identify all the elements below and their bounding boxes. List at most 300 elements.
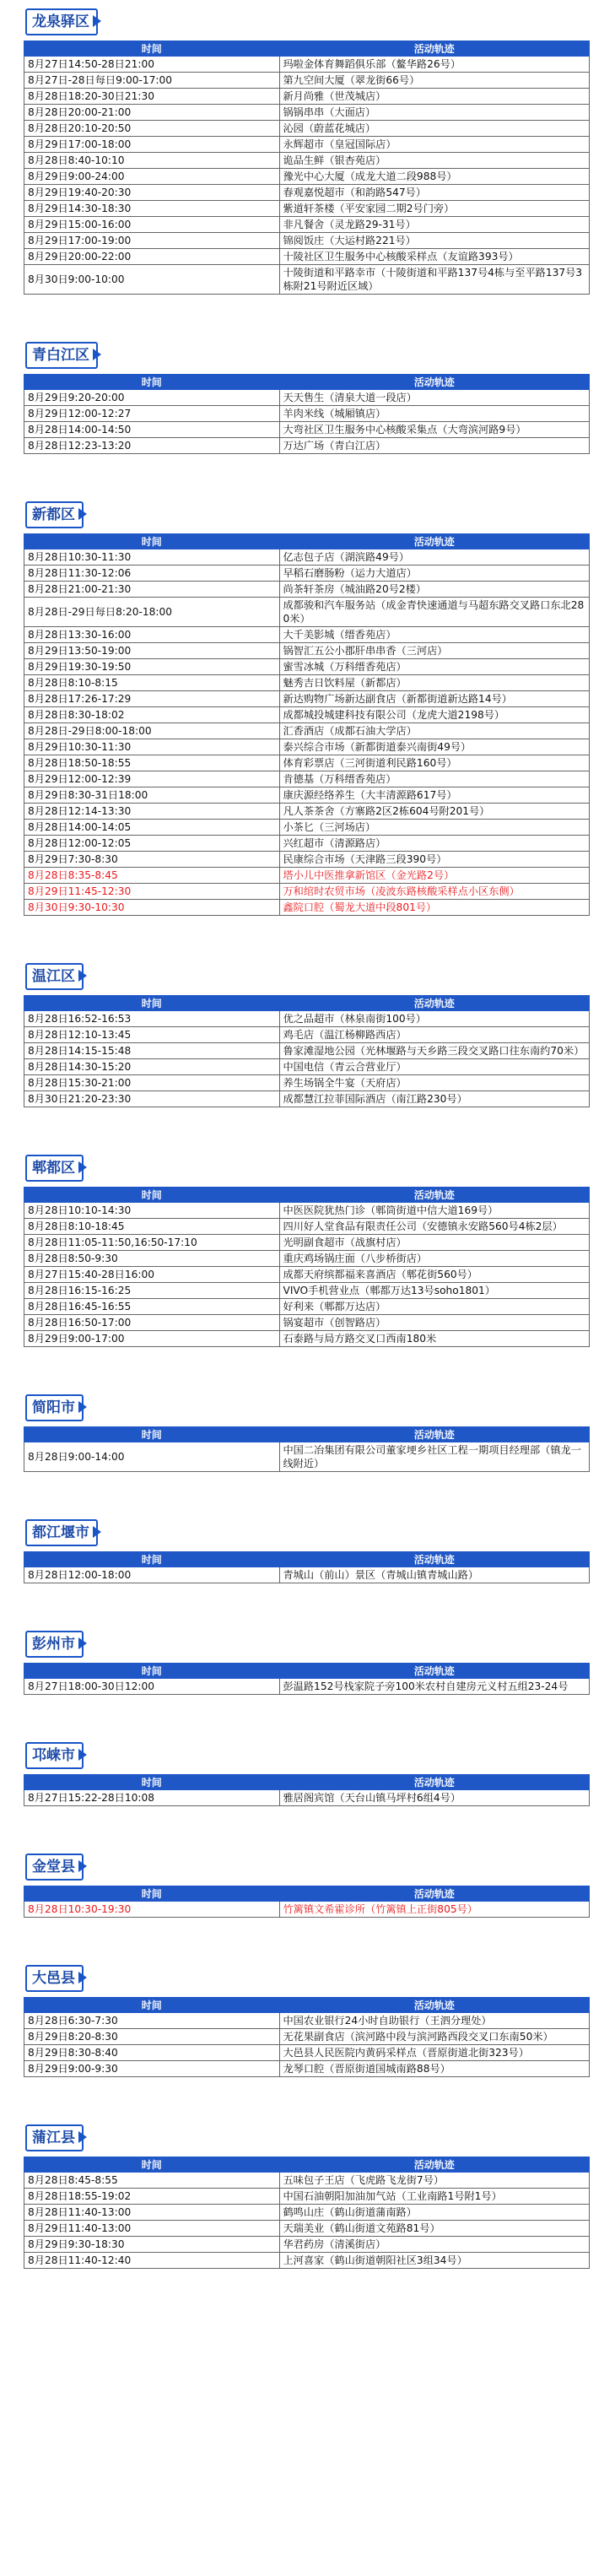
district-section <box>24 1394 590 1472</box>
table-body <box>24 57 590 295</box>
time-cell: 8月28日14:15-15:48 <box>24 1043 280 1059</box>
table-row <box>24 1235 590 1251</box>
table-row <box>24 707 590 723</box>
table-row <box>24 438 590 454</box>
district-section <box>24 1631 590 1695</box>
track-cell: 彭温路152号栈家院子旁100米农村自建房元义村五组23-24号 <box>279 1679 590 1695</box>
table-row <box>24 89 590 105</box>
time-cell: 8月28日18:55-19:02 <box>24 2189 280 2205</box>
track-cell: 亿志包子店（湖滨路49号） <box>279 549 590 566</box>
time-column-header: 时间 <box>24 2157 280 2173</box>
time-cell: 8月28日13:30-16:00 <box>24 627 280 643</box>
table-row <box>24 1567 590 1583</box>
table-row <box>24 73 590 89</box>
time-cell: 8月29日9:00-17:00 <box>24 1331 280 1347</box>
header-row <box>24 1886 590 1902</box>
table-row <box>24 57 590 73</box>
time-cell: 8月28日16:50-17:00 <box>24 1315 280 1331</box>
track-cell: 新月尚雅（世茂城店） <box>279 89 590 105</box>
district-title: 简阳市 <box>25 1394 84 1421</box>
table-header <box>24 1886 590 1902</box>
table-row <box>24 217 590 233</box>
schedule-table <box>24 1187 590 1347</box>
schedule-table <box>24 1426 590 1472</box>
table-body <box>24 2173 590 2269</box>
table-row <box>24 691 590 707</box>
track-cell: 豫光中心大厦（成龙大道二段988号） <box>279 169 590 185</box>
table-row <box>24 1219 590 1235</box>
table-row <box>24 121 590 137</box>
time-cell: 8月28日12:23-13:20 <box>24 438 280 454</box>
table-row <box>24 804 590 820</box>
table-row <box>24 2189 590 2205</box>
track-cell: 天瑞美业（鹤山街道文苑路81号） <box>279 2221 590 2237</box>
district-section <box>24 342 590 454</box>
header-row <box>24 1427 590 1442</box>
section-gap <box>0 1583 615 1631</box>
time-cell: 8月28日12:00-12:05 <box>24 836 280 852</box>
schedule-table <box>24 41 590 295</box>
table-row <box>24 185 590 201</box>
track-cell: 凡人茶茶舍（方寨路2区2栋604号附201号） <box>279 804 590 820</box>
track-cell: 成都城投城建科技有限公司（龙虎大道2198号） <box>279 707 590 723</box>
track-cell: 中国石油朝阳加油加气站（工业南路1号附1号） <box>279 2189 590 2205</box>
time-cell: 8月28日6:30-7:30 <box>24 2013 280 2029</box>
time-cell: 8月28日8:10-18:45 <box>24 1219 280 1235</box>
table-row <box>24 627 590 643</box>
district-title: 龙泉驿区 <box>25 8 98 35</box>
time-cell: 8月28日11:40-12:40 <box>24 2253 280 2269</box>
track-cell: 成都慧江拉菲国际酒店（南江路230号） <box>279 1091 590 1107</box>
schedule-table <box>24 2157 590 2269</box>
track-cell: 龙琴口腔（晋原街道国城南路88号） <box>279 2061 590 2077</box>
time-cell: 8月28日8:30-18:02 <box>24 707 280 723</box>
track-cell: 新达购物广场新达副食店（新都街道新达路14号） <box>279 691 590 707</box>
table-body <box>24 2013 590 2077</box>
table-row <box>24 2253 590 2269</box>
time-column-header: 时间 <box>24 534 280 549</box>
table-row <box>24 169 590 185</box>
time-cell: 8月27日14:50-28日21:00 <box>24 57 280 73</box>
table-row <box>24 2205 590 2221</box>
time-cell: 8月28日18:50-18:55 <box>24 755 280 771</box>
table-row <box>24 1442 590 1472</box>
time-cell: 8月29日8:30-31日18:00 <box>24 787 280 804</box>
time-cell: 8月28日21:00-21:30 <box>24 582 280 598</box>
track-cell: 兴红超市（清源路店） <box>279 836 590 852</box>
district-section <box>24 501 590 916</box>
section-gap <box>0 1806 615 1854</box>
track-cell: 大邑县人民医院内黄码采样点（晋原街道北街323号） <box>279 2045 590 2061</box>
table-row <box>24 755 590 771</box>
time-cell: 8月28日14:30-15:20 <box>24 1059 280 1075</box>
track-column-header: 活动轨迹 <box>279 534 590 549</box>
time-cell: 8月28日11:30-12:06 <box>24 566 280 582</box>
table-row <box>24 1059 590 1075</box>
time-column-header: 时间 <box>24 1998 280 2013</box>
table-row <box>24 249 590 265</box>
table-body <box>24 549 590 916</box>
table-header <box>24 1664 590 1679</box>
time-cell: 8月28日11:40-13:00 <box>24 2205 280 2221</box>
table-row <box>24 1203 590 1219</box>
table-row <box>24 406 590 422</box>
time-cell: 8月29日12:00-12:39 <box>24 771 280 787</box>
time-cell: 8月28日16:45-16:55 <box>24 1299 280 1315</box>
section-gap <box>0 916 615 963</box>
table-row <box>24 2029 590 2045</box>
table-body <box>24 1567 590 1583</box>
time-cell: 8月29日19:30-19:50 <box>24 659 280 675</box>
table-body <box>24 1011 590 1107</box>
time-cell: 8月29日7:30-8:30 <box>24 852 280 868</box>
track-cell: 中国二冶集团有限公司董家埂乡社区工程一期项目经理部（镇龙一线附近） <box>279 1442 590 1472</box>
table-row <box>24 233 590 249</box>
track-cell: 鲁家滩湿地公园（光林堰路与天乡路三段交叉路口往东南约70米） <box>279 1043 590 1059</box>
table-row <box>24 787 590 804</box>
time-cell: 8月28日10:10-14:30 <box>24 1203 280 1219</box>
table-header <box>24 1775 590 1790</box>
track-cell: 第九空间大厦（翠龙街66号） <box>279 73 590 89</box>
table-row <box>24 105 590 121</box>
track-cell: 沁园（蔚蓝花城店） <box>279 121 590 137</box>
track-cell: 华君药房（清溪街店） <box>279 2237 590 2253</box>
track-column-header: 活动轨迹 <box>279 375 590 390</box>
district-section <box>24 963 590 1107</box>
track-cell: 成都骏和汽车服务站（成金青快速通道与马超东路交叉路口东北280米） <box>279 598 590 627</box>
track-cell: 大千美影城（缙香苑店） <box>279 627 590 643</box>
track-cell: 塔小儿中医推拿新馆区（金光路2号） <box>279 868 590 884</box>
track-column-header: 活动轨迹 <box>279 1775 590 1790</box>
time-column-header: 时间 <box>24 996 280 1011</box>
time-cell: 8月29日17:00-19:00 <box>24 233 280 249</box>
table-row <box>24 1331 590 1347</box>
table-row <box>24 549 590 566</box>
table-header <box>24 996 590 1011</box>
track-column-header: 活动轨迹 <box>279 1427 590 1442</box>
track-cell: 鹤鸣山庄（鹤山街道蒲南路） <box>279 2205 590 2221</box>
track-column-header: 活动轨迹 <box>279 996 590 1011</box>
table-row <box>24 659 590 675</box>
track-cell: 万达广场（青白江店） <box>279 438 590 454</box>
table-header <box>24 2157 590 2173</box>
time-cell: 8月28日-29日每日8:20-18:00 <box>24 598 280 627</box>
table-row <box>24 739 590 755</box>
header-row <box>24 1664 590 1679</box>
schedule-table <box>24 1663 590 1695</box>
district-section <box>24 2124 590 2269</box>
track-cell: 上河喜家（鹤山街道朝阳社区3组34号） <box>279 2253 590 2269</box>
track-cell: 中国农业银行24小时自助银行（王泗分理处） <box>279 2013 590 2029</box>
table-row <box>24 390 590 406</box>
table-row <box>24 201 590 217</box>
track-column-header: 活动轨迹 <box>279 1664 590 1679</box>
table-row <box>24 643 590 659</box>
table-row <box>24 868 590 884</box>
time-cell: 8月29日17:00-18:00 <box>24 137 280 153</box>
table-row <box>24 1790 590 1806</box>
track-cell: 中医医院犹热门诊（郫筒街道中信大道169号） <box>279 1203 590 1219</box>
time-column-header: 时间 <box>24 41 280 57</box>
table-header <box>24 1998 590 2013</box>
time-cell: 8月29日14:30-18:30 <box>24 201 280 217</box>
district-title: 温江区 <box>25 963 84 990</box>
time-cell: 8月28日10:30-11:30 <box>24 549 280 566</box>
section-gap <box>0 1918 615 1965</box>
table-row <box>24 1075 590 1091</box>
track-cell: 天天售生（清泉大道一段店） <box>279 390 590 406</box>
time-cell: 8月28日12:14-13:30 <box>24 804 280 820</box>
district-title: 新都区 <box>25 501 84 528</box>
track-cell: 大弯社区卫生服务中心核酸采集点（大弯滨河路9号） <box>279 422 590 438</box>
table-row <box>24 2237 590 2253</box>
time-cell: 8月29日11:40-13:00 <box>24 2221 280 2237</box>
track-cell: 四川好人堂食品有限责任公司（安德镇永安路560号4栋2层） <box>279 1219 590 1235</box>
section-gap <box>0 1472 615 1519</box>
table-row <box>24 2173 590 2189</box>
table-row <box>24 2013 590 2029</box>
table-row <box>24 1091 590 1107</box>
track-cell: 泰兴综合市场（新都街道泰兴南街49号） <box>279 739 590 755</box>
track-cell: 鑫院口腔（蜀龙大道中段801号） <box>279 900 590 916</box>
time-cell: 8月28日20:10-20:50 <box>24 121 280 137</box>
track-cell: 春观嘉悦超市（和韵路547号） <box>279 185 590 201</box>
time-cell: 8月28日18:20-30日21:30 <box>24 89 280 105</box>
track-cell: 十陵街道和平路幸市（十陵街道和平路137号4栋与至平路137号3栋附21号附近区域） <box>279 265 590 295</box>
track-cell: 锅宴超市（创智路店） <box>279 1315 590 1331</box>
table-header <box>24 41 590 57</box>
section-gap <box>0 454 615 501</box>
table-row <box>24 1267 590 1283</box>
table-row <box>24 1251 590 1267</box>
schedule-table <box>24 1997 590 2077</box>
district-section <box>24 1519 590 1583</box>
time-cell: 8月28日12:10-13:45 <box>24 1027 280 1043</box>
track-cell: 玛啦金体育舞蹈俱乐部（鳌华路26号） <box>279 57 590 73</box>
time-cell: 8月30日9:30-10:30 <box>24 900 280 916</box>
table-row <box>24 771 590 787</box>
track-cell: 锦阅饭庄（大运村路221号） <box>279 233 590 249</box>
time-cell: 8月28日8:35-8:45 <box>24 868 280 884</box>
table-row <box>24 153 590 169</box>
time-cell: 8月29日13:50-19:00 <box>24 643 280 659</box>
time-cell: 8月28日17:26-17:29 <box>24 691 280 707</box>
time-cell: 8月29日8:30-8:40 <box>24 2045 280 2061</box>
track-cell: 优之品超市（林泉南街100号） <box>279 1011 590 1027</box>
header-row <box>24 1998 590 2013</box>
table-header <box>24 1188 590 1203</box>
time-cell: 8月28日12:00-18:00 <box>24 1567 280 1583</box>
time-cell: 8月28日16:52-16:53 <box>24 1011 280 1027</box>
table-row <box>24 422 590 438</box>
time-column-header: 时间 <box>24 1552 280 1567</box>
track-cell: 无花果副食店（滨河路中段与滨河路西段交叉口东南50米） <box>279 2029 590 2045</box>
table-body <box>24 1203 590 1347</box>
track-cell: VIVO手机营业点（郫都万达13号soho1801） <box>279 1283 590 1299</box>
district-section <box>24 1965 590 2077</box>
section-gap <box>0 1107 615 1155</box>
time-column-header: 时间 <box>24 1188 280 1203</box>
schedule-table <box>24 1774 590 1806</box>
track-cell: 永辉超市（皇冠国际店） <box>279 137 590 153</box>
district-title: 郫都区 <box>25 1155 84 1182</box>
time-cell: 8月27日15:40-28日16:00 <box>24 1267 280 1283</box>
time-cell: 8月28日15:30-21:00 <box>24 1075 280 1091</box>
track-cell: 小茶匕（三河场店） <box>279 820 590 836</box>
table-row <box>24 1299 590 1315</box>
schedule-table <box>24 1551 590 1583</box>
track-cell: 五味包子王店（飞虎路飞龙街7号） <box>279 2173 590 2189</box>
time-column-header: 时间 <box>24 1427 280 1442</box>
district-title: 彭州市 <box>25 1631 84 1658</box>
track-cell: 体育彩票店（三河街道利民路160号） <box>279 755 590 771</box>
time-cell: 8月29日11:45-12:30 <box>24 884 280 900</box>
time-cell: 8月28日16:15-16:25 <box>24 1283 280 1299</box>
time-cell: 8月28日8:50-9:30 <box>24 1251 280 1267</box>
time-cell: 8月29日12:00-12:27 <box>24 406 280 422</box>
table-row <box>24 1283 590 1299</box>
district-section <box>24 8 590 295</box>
track-column-header: 活动轨迹 <box>279 1188 590 1203</box>
track-cell: 青城山（前山）景区（青城山镇青城山路） <box>279 1567 590 1583</box>
schedule-table <box>24 374 590 454</box>
time-cell: 8月27日-28日每日9:00-17:00 <box>24 73 280 89</box>
district-title: 大邑县 <box>25 1965 84 1992</box>
table-header <box>24 534 590 549</box>
table-row <box>24 2045 590 2061</box>
header-row <box>24 41 590 57</box>
time-cell: 8月29日9:20-20:00 <box>24 390 280 406</box>
time-cell: 8月28日8:45-8:55 <box>24 2173 280 2189</box>
header-row <box>24 1188 590 1203</box>
table-header <box>24 1427 590 1442</box>
table-row <box>24 265 590 295</box>
table-header <box>24 375 590 390</box>
header-row <box>24 1775 590 1790</box>
table-row <box>24 582 590 598</box>
track-cell: 万和绾时农贸市场（凌波东路核酸采样点小区东侧） <box>279 884 590 900</box>
time-column-header: 时间 <box>24 1664 280 1679</box>
track-cell: 锅智汇五公小郡肝串串香（三河店） <box>279 643 590 659</box>
time-cell: 8月28日-29日8:00-18:00 <box>24 723 280 739</box>
table-row <box>24 1902 590 1918</box>
section-gap <box>0 1347 615 1394</box>
track-cell: 锅锅串串（大面店） <box>279 105 590 121</box>
track-cell: 成都天府缤都福来喜酒店（郫花街560号） <box>279 1267 590 1283</box>
time-cell: 8月28日11:05-11:50,16:50-17:10 <box>24 1235 280 1251</box>
table-row <box>24 723 590 739</box>
district-section <box>24 1155 590 1347</box>
time-cell: 8月28日8:40-10:10 <box>24 153 280 169</box>
table-row <box>24 852 590 868</box>
table-row <box>24 2061 590 2077</box>
track-cell: 石泰路与局方路交叉口西南180米 <box>279 1331 590 1347</box>
time-cell: 8月29日9:30-18:30 <box>24 2237 280 2253</box>
table-row <box>24 820 590 836</box>
track-column-header: 活动轨迹 <box>279 41 590 57</box>
track-cell: 诡品生鲜（银杏苑店） <box>279 153 590 169</box>
time-cell: 8月27日18:00-30日12:00 <box>24 1679 280 1695</box>
time-cell: 8月28日8:10-8:15 <box>24 675 280 691</box>
district-title: 蒲江县 <box>25 2124 84 2151</box>
track-column-header: 活动轨迹 <box>279 2157 590 2173</box>
header-row <box>24 1552 590 1567</box>
district-title: 金堂县 <box>25 1854 84 1881</box>
track-cell: 鸡毛店（温江杨柳路西店） <box>279 1027 590 1043</box>
table-header <box>24 1552 590 1567</box>
table-row <box>24 900 590 916</box>
section-gap <box>0 1695 615 1742</box>
table-row <box>24 598 590 627</box>
header-row <box>24 534 590 549</box>
track-cell: 中国电信（青云合营业厅） <box>279 1059 590 1075</box>
table-body <box>24 1902 590 1918</box>
track-cell: 尚茶轩茶房（城油路20号2楼） <box>279 582 590 598</box>
time-cell: 8月28日14:00-14:50 <box>24 422 280 438</box>
table-row <box>24 836 590 852</box>
time-cell: 8月29日15:00-16:00 <box>24 217 280 233</box>
time-cell: 8月29日9:00-9:30 <box>24 2061 280 2077</box>
schedule-table <box>24 1886 590 1918</box>
table-row <box>24 1027 590 1043</box>
time-cell: 8月28日14:00-14:05 <box>24 820 280 836</box>
schedule-table <box>24 995 590 1107</box>
time-cell: 8月28日20:00-21:00 <box>24 105 280 121</box>
table-body <box>24 390 590 454</box>
district-section <box>24 1742 590 1806</box>
time-cell: 8月29日19:40-20:30 <box>24 185 280 201</box>
table-row <box>24 1679 590 1695</box>
table-body <box>24 1790 590 1806</box>
time-column-header: 时间 <box>24 1775 280 1790</box>
table-row <box>24 675 590 691</box>
table-row <box>24 1043 590 1059</box>
time-cell: 8月29日20:00-22:00 <box>24 249 280 265</box>
header-row <box>24 996 590 1011</box>
track-cell: 非凡餐舍（灵龙路29-31号） <box>279 217 590 233</box>
track-cell: 蜜雪冰城（万科缙香苑店） <box>279 659 590 675</box>
track-cell: 民康综合市场（天津路三段390号） <box>279 852 590 868</box>
time-cell: 8月28日9:00-14:00 <box>24 1442 280 1472</box>
time-column-header: 时间 <box>24 375 280 390</box>
table-body <box>24 1442 590 1472</box>
track-column-header: 活动轨迹 <box>279 1998 590 2013</box>
track-cell: 养生场锅全牛宴（天府店） <box>279 1075 590 1091</box>
table-row <box>24 566 590 582</box>
track-cell: 重庆鸡场锅庄面（八步桥街店） <box>279 1251 590 1267</box>
time-cell: 8月29日9:00-24:00 <box>24 169 280 185</box>
district-title: 都江堰市 <box>25 1519 98 1546</box>
time-cell: 8月28日10:30-19:30 <box>24 1902 280 1918</box>
track-cell: 好利来（郫都万达店） <box>279 1299 590 1315</box>
schedule-table <box>24 533 590 916</box>
track-column-header: 活动轨迹 <box>279 1552 590 1567</box>
track-cell: 紫道轩茶楼（平安家园二期2号门旁） <box>279 201 590 217</box>
time-column-header: 时间 <box>24 1886 280 1902</box>
time-cell: 8月29日10:30-11:30 <box>24 739 280 755</box>
district-title: 青白江区 <box>25 342 98 369</box>
time-cell: 8月29日8:20-8:30 <box>24 2029 280 2045</box>
section-gap <box>0 295 615 342</box>
time-cell: 8月30日21:20-23:30 <box>24 1091 280 1107</box>
track-column-header: 活动轨迹 <box>279 1886 590 1902</box>
track-cell: 早稻石磨肠粉（运力大道店） <box>279 566 590 582</box>
track-cell: 汇香酒店（成都石油大学店） <box>279 723 590 739</box>
track-cell: 肯德基（万科缙香苑店） <box>279 771 590 787</box>
header-row <box>24 2157 590 2173</box>
section-gap <box>0 2077 615 2124</box>
time-cell: 8月30日9:00-10:00 <box>24 265 280 295</box>
